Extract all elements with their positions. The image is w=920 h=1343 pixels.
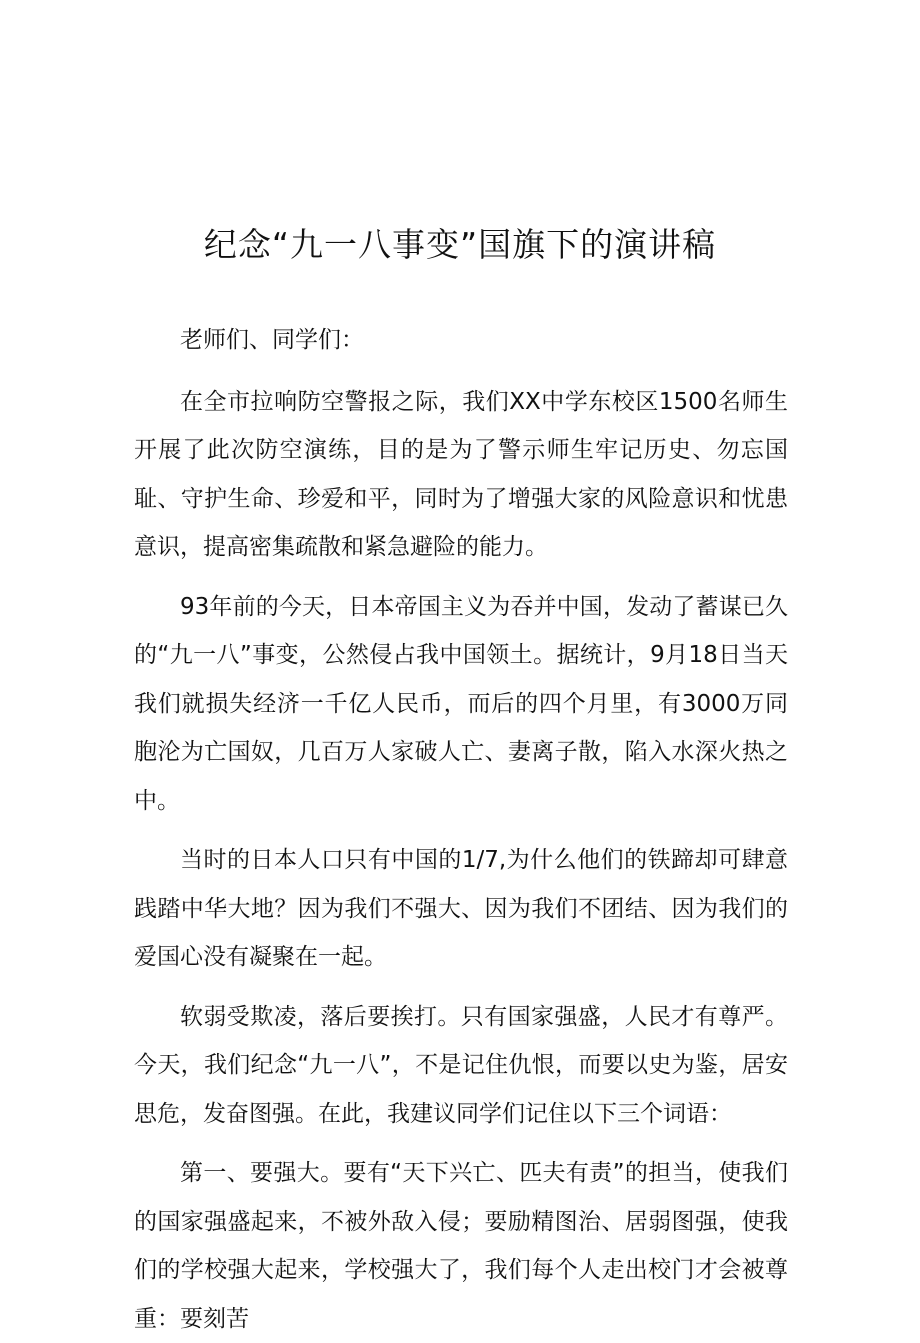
paragraph-1: 在全市拉响防空警报之际，我们XX中学东校区1500名师生开展了此次防空演练，目的是为了警示师生牢记历史、勿忘国耻、守护生命、珍爱和平，同时为了增强大家的风险意识和忧患意识，提高密集疏散和紧急避险的能力。 bbox=[134, 388, 788, 560]
paragraph-2: 93年前的今天，日本帝国主义为吞并中国，发动了蓄谋已久的“九一八”事变，公然侵占我中国领土。据统计，9月18日当天我们就损失经济一千亿人民币，而后的四个月里，有3000万同胞沦为亡国奴，几百万人家破人亡、妻离子散，陷入水深火热之中。 bbox=[134, 593, 788, 814]
paragraph-3: 当时的日本人口只有中国的1/7,为什么他们的铁蹄却可肆意践踏中华大地？因为我们不强大、因为我们不团结、因为我们的爱国心没有凝聚在一起。 bbox=[134, 847, 788, 970]
speech-body bbox=[134, 316, 788, 1343]
salutation: 老师们、同学们： bbox=[180, 327, 364, 353]
paragraph-5: 第一、要强大。要有“天下兴亡、匹夫有责”的担当，使我们的国家强盛起来，不被外敌入侵；要励精图治、居弱图强，使我们的学校强大起来，学校强大了，我们每个人走出校门才会被尊重：要刻苦 bbox=[134, 1160, 788, 1332]
paragraph-4: 软弱受欺凌，落后要挨打。只有国家强盛，人民才有尊严。今天，我们纪念“九一八”，不是记住仇恨，而要以史为鉴，居安思危，发奋图强。在此，我建议同学们记住以下三个词语： bbox=[134, 1003, 788, 1127]
page-title: 纪念“九一八事变”国旗下的演讲稿 bbox=[203, 225, 717, 264]
